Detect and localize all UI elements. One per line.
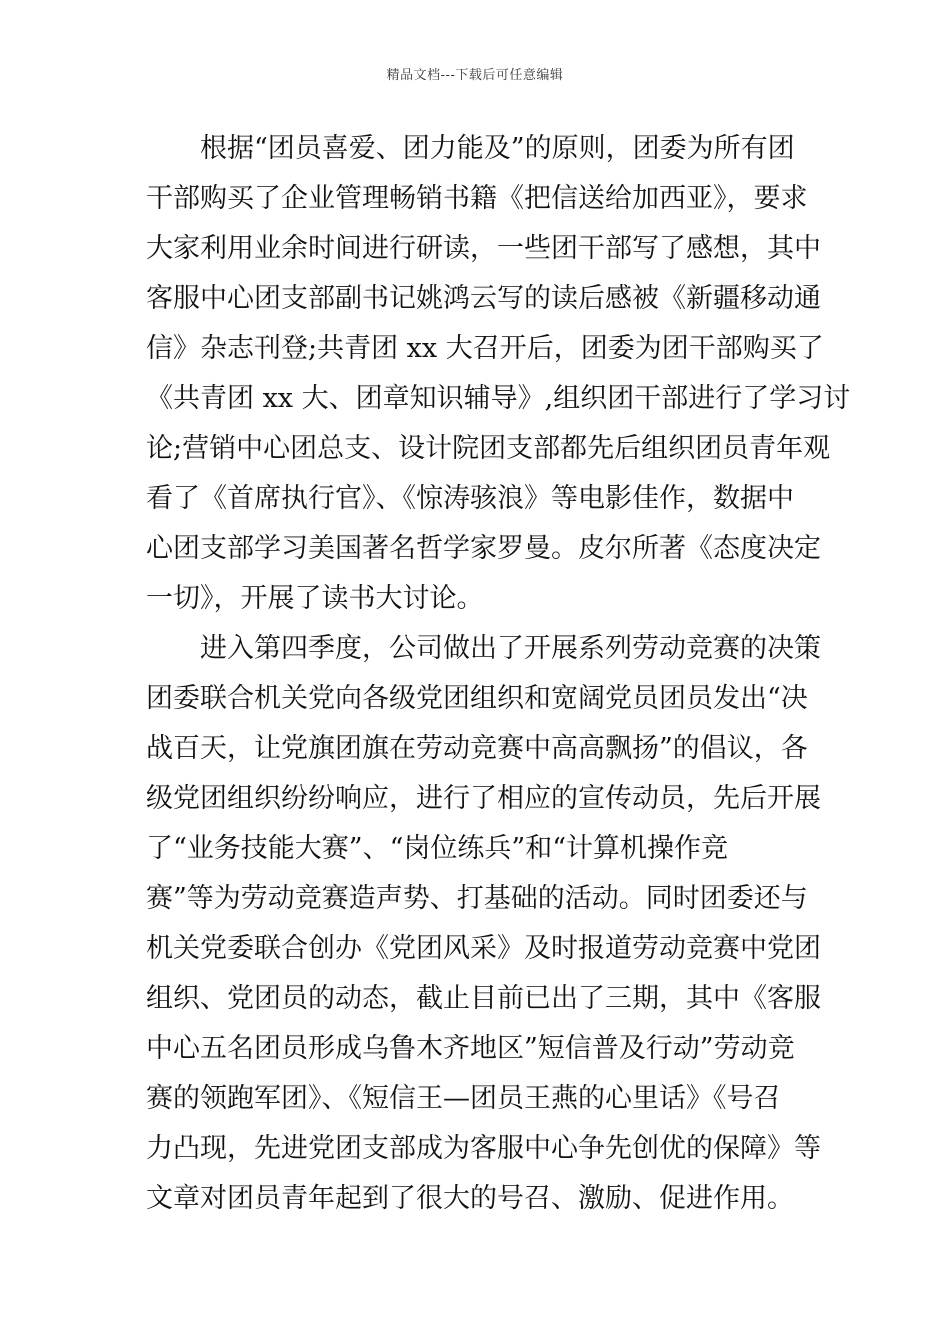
paragraph-2 [146,624,821,1224]
text-line: 信》杂志刊登;共青团 xx 大召开后，团委为团干部购买了 [146,333,824,364]
text-line: 客服中心团支部副书记姚鸿云写的读后感被《新疆移动通 [146,283,821,314]
text-line: 文章对团员青年起到了很大的号召、激励、促进作用。 [146,1183,794,1214]
text-line: 机关党委联合创办《党团风采》及时报道劳动竞赛中党团 [146,933,821,964]
text-line: 了“业务技能大赛”、“岗位练兵”和“计算机操作竞 [146,833,729,864]
text-line: 赛的领跑军团》、《短信王—团员王燕的心里话》《号召 [146,1083,781,1114]
text-line: 组织、党团员的动态，截止目前已出了三期，其中《客服 [146,983,821,1014]
text-line: 看了《首席执行官》、《惊涛骇浪》等电影佳作，数据中 [146,483,794,514]
text-line: 赛”等为劳动竞赛造声势、打基础的活动。同时团委还与 [146,883,808,914]
text-line: 中心五名团员形成乌鲁木齐地区”短信普及行动”劳动竞 [146,1033,795,1064]
text-line: 级党团组织纷纷响应，进行了相应的宣传动员，先后开展 [146,783,821,814]
text-line: 一切》，开展了读书大讨论。 [146,583,484,614]
text-line: 进入第四季度，公司做出了开展系列劳动竞赛的决策 [200,633,821,664]
text-line: 《共青团 xx 大、团章知识辅导》,组织团干部进行了学习讨 [146,383,851,414]
text-line: 战百天，让党旗团旗在劳动竞赛中高高飘扬”的倡议，各 [146,733,808,764]
text-line: 论;营销中心团总支、设计院团支部都先后组织团员青年观 [146,433,831,464]
paragraph-1 [146,124,851,624]
document-body [146,124,851,1224]
text-line: 心团支部学习美国著名哲学家罗曼。皮尔所著《态度决定 [146,533,821,564]
text-line: 根据“团员喜爱、团力能及”的原则，团委为所有团 [200,133,795,164]
text-line: 大家利用业余时间进行研读，一些团干部写了感想，其中 [146,233,821,264]
text-line: 力凸现，先进党团支部成为客服中心争先创优的保障》等 [146,1133,821,1164]
page-header: 精品文档---下载后可任意编辑 [386,68,564,83]
text-line: 团委联合机关党向各级党团组织和宽阔党员团员发出“决 [146,683,808,714]
text-line: 干部购买了企业管理畅销书籍《把信送给加西亚》，要求 [146,183,808,214]
